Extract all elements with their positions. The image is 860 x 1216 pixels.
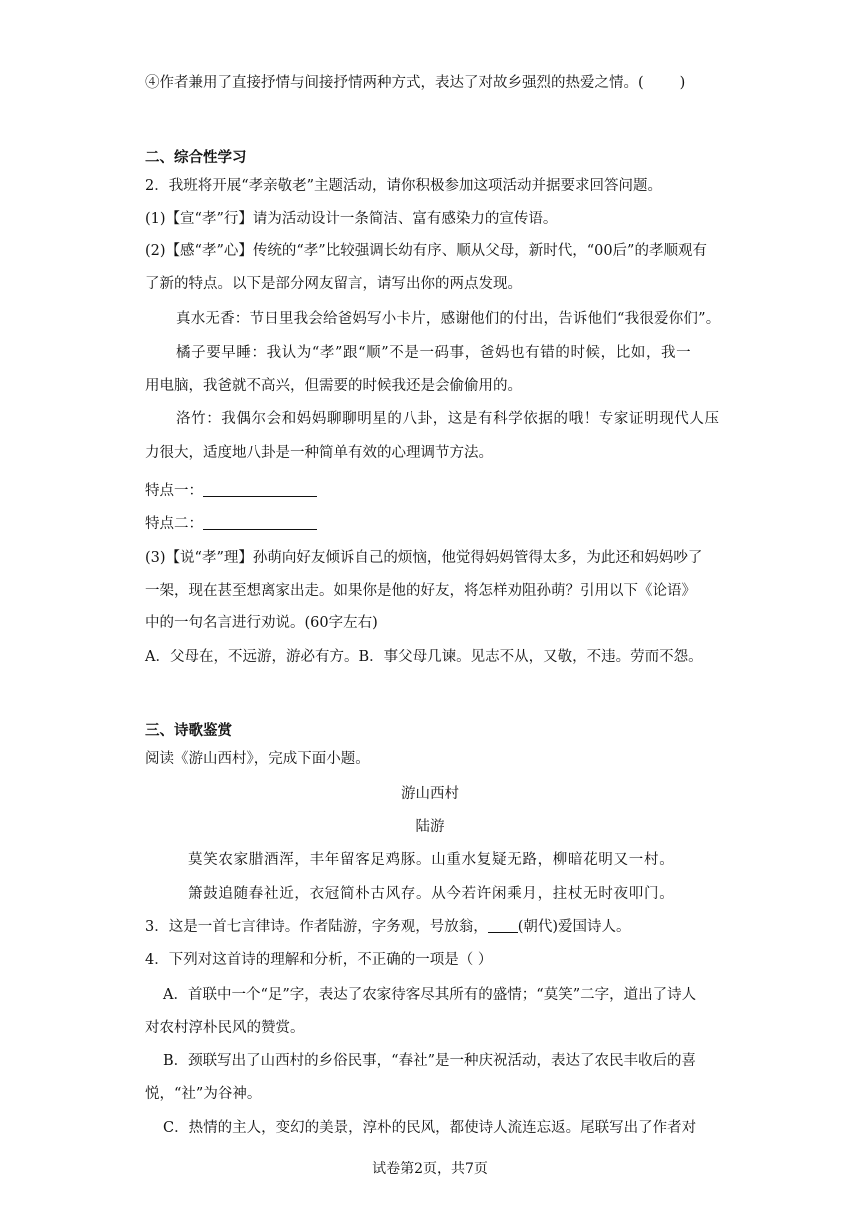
question-3: 3．这是一首七言律诗。作者陆游，字务观，号放翁， (朝代)爱国诗人。 xyxy=(145,919,631,935)
page-footer: 试卷第2页，共7页 xyxy=(372,1161,488,1177)
question-2-part-2-cont: 了新的特点。以下是部分网友留言，请写出你的两点发现。 xyxy=(145,276,522,292)
poem-title: 游山西村 xyxy=(401,786,459,802)
question-4: 4．下列对这首诗的理解和分析，不正确的一项是（ ） xyxy=(145,952,493,968)
question-2-part-3: (3)【说“孝”理】孙萌向好友倾诉自己的烦恼，他觉得妈妈管得太多，为此还和妈妈吵了 xyxy=(145,550,703,566)
option-a: A．首联中一个“足”字，表达了农家待客尽其所有的盛情；“莫笑”二字，道出了诗人 xyxy=(163,987,697,1003)
section-3-title: 三、诗歌鉴赏 xyxy=(145,722,232,739)
reading-intro: 阅读《游山西村》，完成下面小题。 xyxy=(145,751,370,767)
feature-1: 特点一： xyxy=(145,481,317,501)
option-b: B．颈联写出了山西村的乡俗民事，“春社”是一种庆祝活动，表达了农民丰收后的喜 xyxy=(163,1053,696,1069)
question-2-part-2: (2)【感“孝”心】传统的“孝”比较强调长幼有序、顺从父母，新时代，“00后”的孝顺观有 xyxy=(145,243,707,259)
comment-3-cont: 力很大，适度地八卦是一种简单有效的心理调节方法。 xyxy=(145,445,493,461)
comment-3: 洛竹：我偶尔会和妈妈聊聊明星的八卦，这是有科学依据的哦！专家证明现代人压 xyxy=(176,411,720,427)
comment-1: 真水无香：节日里我会给爸妈写小卡片，感谢他们的付出，告诉他们“我很爱你们”。 xyxy=(176,311,721,327)
answer-blank[interactable] xyxy=(203,515,317,530)
poem-line-2: 箫鼓追随春社近，衣冠简朴古风存。从今若许闲乘月，拄杖无时夜叩门。 xyxy=(188,886,675,902)
quote-options: A．父母在，不远游，游必有方。B．事父母几谏。见志不从，又敬，不违。劳而不怨。 xyxy=(145,649,703,665)
comment-2: 橘子要早睡：我认为“孝”跟“顺”不是一码事，爸妈也有错的时候，比如，我一 xyxy=(176,345,692,361)
poem-author: 陆游 xyxy=(415,819,445,835)
dynasty-blank[interactable] xyxy=(488,918,518,933)
section-2-title: 二、综合性学习 xyxy=(145,149,247,166)
option-a-cont: 对农村淳朴民风的赞赏。 xyxy=(145,1020,305,1036)
question-2-part-3-cont-2: 中的一句名言进行劝说。(60字左右) xyxy=(145,615,378,631)
option-b-cont: 悦，“社”为谷神。 xyxy=(145,1086,262,1102)
question-2-part-3-cont: 一架，现在甚至想离家出走。如果你是他的好友，将怎样劝阻孙萌？引用以下《论语》 xyxy=(145,583,696,599)
answer-blank[interactable] xyxy=(203,482,317,497)
option-c: C．热情的主人，变幻的美景，淳朴的民风，都使诗人流连忘返。尾联写出了作者对 xyxy=(163,1120,697,1136)
poem-line-1: 莫笑农家腊酒浑，丰年留客足鸡豚。山重水复疑无路，柳暗花明又一村。 xyxy=(188,852,675,868)
feature-2: 特点二： xyxy=(145,514,317,534)
question-2-part-1: (1)【宣“孝”行】请为活动设计一条简洁、富有感染力的宣传语。 xyxy=(145,211,558,227)
q1-item-4: ④作者兼用了直接抒情与间接抒情两种方式，表达了对故乡强烈的热爱之情。( ) xyxy=(145,75,686,91)
comment-2-cont: 用电脑，我爸就不高兴，但需要的时候我还是会偷偷用的。 xyxy=(145,378,522,394)
question-2: 2．我班将开展“孝亲敬老”主题活动，请你积极参加这项活动并据要求回答问题。 xyxy=(145,178,663,194)
